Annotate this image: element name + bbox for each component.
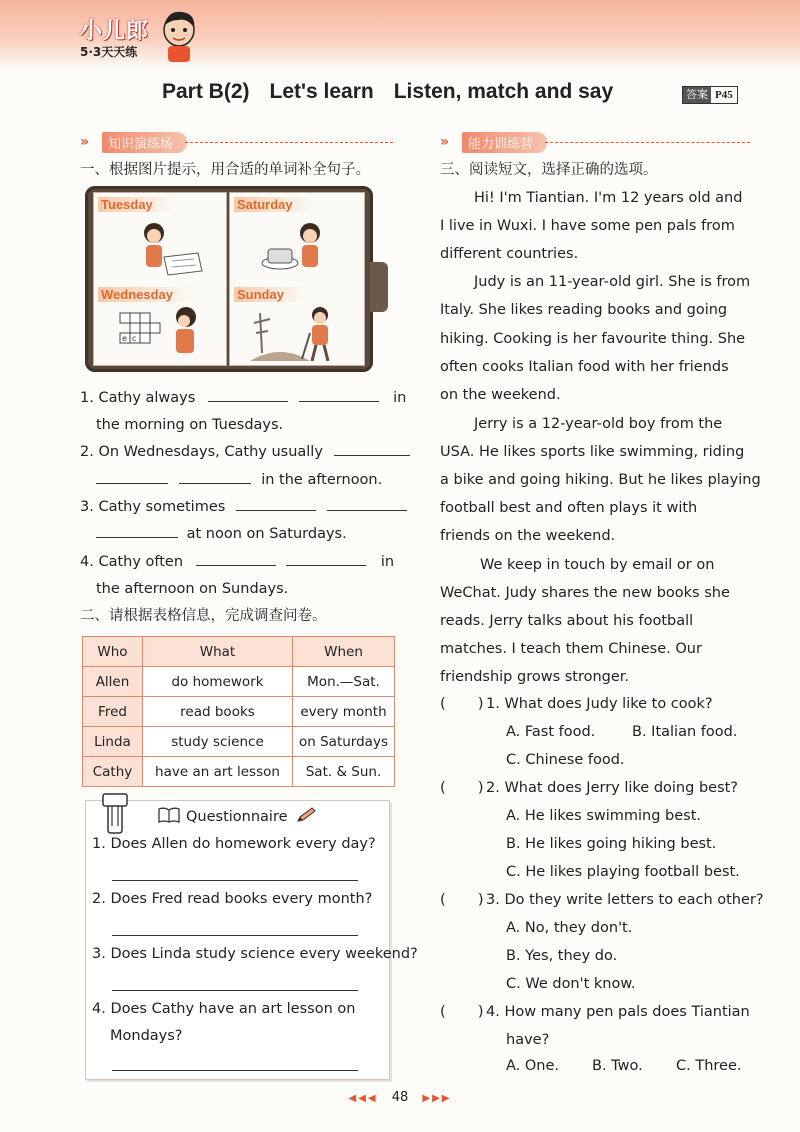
questionnaire-q2: 2. Does Fred read books every month?	[92, 891, 373, 907]
survey-table	[82, 636, 395, 787]
answer-page: P45	[715, 89, 733, 101]
answer-paren[interactable]: ( )	[440, 892, 484, 908]
girl-writing-illustration	[124, 219, 204, 279]
answer-blank[interactable]	[334, 440, 410, 456]
questionnaire-q4-line-2: Mondays?	[110, 1028, 183, 1044]
questionnaire-title: Questionnaire	[186, 809, 288, 825]
book-left-page	[93, 192, 227, 366]
divider	[545, 142, 750, 143]
title-part: Part B(2)	[162, 80, 250, 103]
table-header-cell: What	[143, 637, 293, 667]
passage-line: friends on the weekend.	[440, 528, 616, 544]
passage-line: Hi! I'm Tiantian. I'm 12 years old and	[474, 190, 743, 206]
question-2: 2. What does Jerry like doing best?	[486, 780, 739, 796]
option-3b: B. Yes, they do.	[506, 948, 618, 964]
option-4c: C. Three.	[676, 1058, 742, 1074]
table-header-cell: When	[293, 637, 395, 667]
sentence-3-line-2	[96, 520, 347, 548]
answer-blank[interactable]	[179, 468, 251, 484]
section-tab-label: 知识演练场	[102, 132, 187, 153]
answer-line[interactable]	[112, 1070, 358, 1071]
answer-line[interactable]	[112, 880, 358, 881]
table-cell: on Saturdays	[293, 727, 395, 757]
day-label-saturday: Saturday	[234, 197, 313, 212]
next-arrows-icon: ▶▶▶	[422, 1093, 452, 1104]
answer-line[interactable]	[112, 990, 358, 991]
exercise-1-heading: 一、根据图片提示，用合适的单词补全句子。	[80, 162, 370, 178]
answer-reference-badge	[682, 86, 738, 104]
option-1c: C. Chinese food.	[506, 752, 625, 768]
day-label-tuesday: Tuesday	[98, 197, 173, 212]
table-cell: do homework	[143, 667, 293, 697]
passage-line: Judy is an 11-year-old girl. She is from	[474, 274, 751, 290]
option-3c: C. We don't know.	[506, 976, 636, 992]
option-3a: A. No, they don't.	[506, 920, 633, 936]
page-title	[162, 80, 633, 104]
table-cell: Fred	[83, 697, 143, 727]
option-1a: A. Fast food.	[506, 724, 596, 740]
answer-line[interactable]	[112, 935, 358, 936]
answer-blank[interactable]	[327, 495, 407, 511]
prev-arrows-icon: ◀◀◀	[348, 1093, 378, 1104]
option-2a: A. He likes swimming best.	[506, 808, 702, 824]
table-row	[83, 727, 395, 757]
day-label-sunday: Sunday	[234, 287, 304, 302]
passage-line: on the weekend.	[440, 387, 561, 403]
answer-blank[interactable]	[286, 550, 366, 566]
questionnaire-q4-line-1: 4. Does Cathy have an art lesson on	[92, 1001, 356, 1017]
passage-line: hiking. Cooking is her favourite thing. She	[440, 331, 746, 347]
passage-line: We keep in touch by email or on	[480, 557, 715, 573]
passage-line: Italy. She likes reading books and going	[440, 302, 728, 318]
answer-paren[interactable]: ( )	[440, 780, 484, 796]
question-4-line-1: 4. How many pen pals does Tiantian	[486, 1004, 750, 1020]
passage-line: a bike and going hiking. But he likes playing	[440, 472, 761, 488]
questionnaire-q3: 3. Does Linda study science every weekend?	[92, 946, 418, 962]
girl-cooking-illustration	[260, 219, 350, 279]
brand-subtitle: 5·3天天练	[80, 45, 138, 59]
pencil-icon	[296, 803, 316, 831]
sentence-3-end: at noon on Saturdays.	[186, 526, 347, 542]
sentence-3-text: 3. Cathy sometimes	[80, 499, 226, 515]
day-label-wednesday: Wednesday	[98, 287, 193, 302]
answer-paren[interactable]: ( )	[440, 696, 484, 712]
answer-blank[interactable]	[96, 468, 168, 484]
section-tab-label: 能力训练营	[462, 132, 547, 153]
title-learn: Let's learn	[269, 80, 374, 103]
binder-clip-icon	[100, 792, 130, 834]
option-1b: B. Italian food.	[632, 724, 738, 740]
passage-line: WeChat. Judy shares the new books she	[440, 585, 730, 601]
table-cell: study science	[143, 727, 293, 757]
option-4b: B. Two.	[592, 1058, 643, 1074]
page-footer	[0, 1090, 800, 1105]
answer-label: 答案	[683, 87, 711, 103]
title-listen: Listen, match and say	[393, 80, 614, 103]
passage-line: friendship grows stronger.	[440, 669, 630, 685]
sentence-4-line-2: the afternoon on Sundays.	[96, 581, 289, 597]
picture-book	[85, 186, 373, 372]
table-cell: every month	[293, 697, 395, 727]
double-arrow-icon: »	[80, 134, 90, 150]
sentence-1-line-1	[80, 384, 406, 412]
sentence-4-in: in	[380, 554, 395, 570]
sentence-2-line-2	[96, 466, 382, 494]
passage-line: Jerry is a 12-year-old boy from the	[474, 416, 723, 432]
question-4-line-2: have?	[506, 1032, 550, 1048]
exercise-3-heading: 三、阅读短文，选择正确的选项。	[440, 162, 658, 178]
option-2b: B. He likes going hiking best.	[506, 836, 717, 852]
answer-paren[interactable]: ( )	[440, 1004, 484, 1020]
answer-blank[interactable]	[208, 386, 288, 402]
passage-line: football best and often plays it with	[440, 500, 698, 516]
answer-blank[interactable]	[236, 495, 316, 511]
table-row	[83, 697, 395, 727]
passage-line: I live in Wuxi. I have some pen pals from	[440, 218, 735, 234]
section-tab-knowledge	[80, 132, 187, 152]
passage-line: different countries.	[440, 246, 579, 262]
table-cell: read books	[143, 697, 293, 727]
brand-name: 小儿郎	[80, 19, 150, 44]
svg-text:e: e	[122, 334, 127, 343]
table-header-cell: Who	[83, 637, 143, 667]
sentence-3-line-1	[80, 493, 407, 521]
table-cell: Sat. & Sun.	[293, 757, 395, 787]
sentence-2-end: in the afternoon.	[261, 472, 383, 488]
table-cell: Allen	[83, 667, 143, 697]
divider	[185, 142, 393, 143]
table-cell: Mon.—Sat.	[293, 667, 395, 697]
book-strap	[370, 262, 388, 312]
question-1: 1. What does Judy like to cook?	[486, 696, 713, 712]
book-right-page	[229, 192, 365, 366]
sentence-2-line-1	[80, 438, 410, 466]
open-book-icon	[158, 803, 180, 831]
answer-blank[interactable]	[96, 522, 178, 538]
girl-hiking-illustration	[250, 303, 350, 363]
brand-logo	[80, 14, 149, 60]
option-4a: A. One.	[506, 1058, 560, 1074]
table-cell: Cathy	[83, 757, 143, 787]
passage-line: often cooks Italian food with her friends	[440, 359, 729, 375]
passage-line: matches. I teach them Chinese. Our	[440, 641, 702, 657]
passage-line: reads. Jerry talks about his football	[440, 613, 694, 629]
table-row	[83, 667, 395, 697]
answer-blank[interactable]	[196, 550, 276, 566]
questionnaire-q1: 1. Does Allen do homework every day?	[92, 836, 376, 852]
questionnaire-header	[158, 803, 316, 831]
answer-blank[interactable]	[299, 386, 379, 402]
section-tab-ability	[440, 132, 547, 152]
sentence-1-text: 1. Cathy always	[80, 390, 196, 406]
mascot-icon	[158, 8, 200, 64]
sentence-2-text: 2. On Wednesdays, Cathy usually	[80, 444, 323, 460]
option-2c: C. He likes playing football best.	[506, 864, 740, 880]
question-3: 3. Do they write letters to each other?	[486, 892, 764, 908]
sentence-1-in: in	[393, 390, 407, 406]
double-arrow-icon: »	[440, 134, 450, 150]
crossword-girl-illustration	[116, 303, 216, 363]
passage-line: USA. He likes sports like swimming, riding	[440, 444, 745, 460]
exercise-2-heading: 二、请根据表格信息，完成调查问卷。	[80, 608, 327, 624]
page-number: 48	[391, 1090, 409, 1105]
sentence-4-line-1	[80, 548, 394, 576]
sentence-4-text: 4. Cathy often	[80, 554, 184, 570]
table-cell: have an art lesson	[143, 757, 293, 787]
table-cell: Linda	[83, 727, 143, 757]
table-header-row	[83, 637, 395, 667]
sentence-1-line-2: the morning on Tuesdays.	[96, 417, 284, 433]
svg-text:c: c	[132, 334, 137, 343]
table-row	[83, 757, 395, 787]
